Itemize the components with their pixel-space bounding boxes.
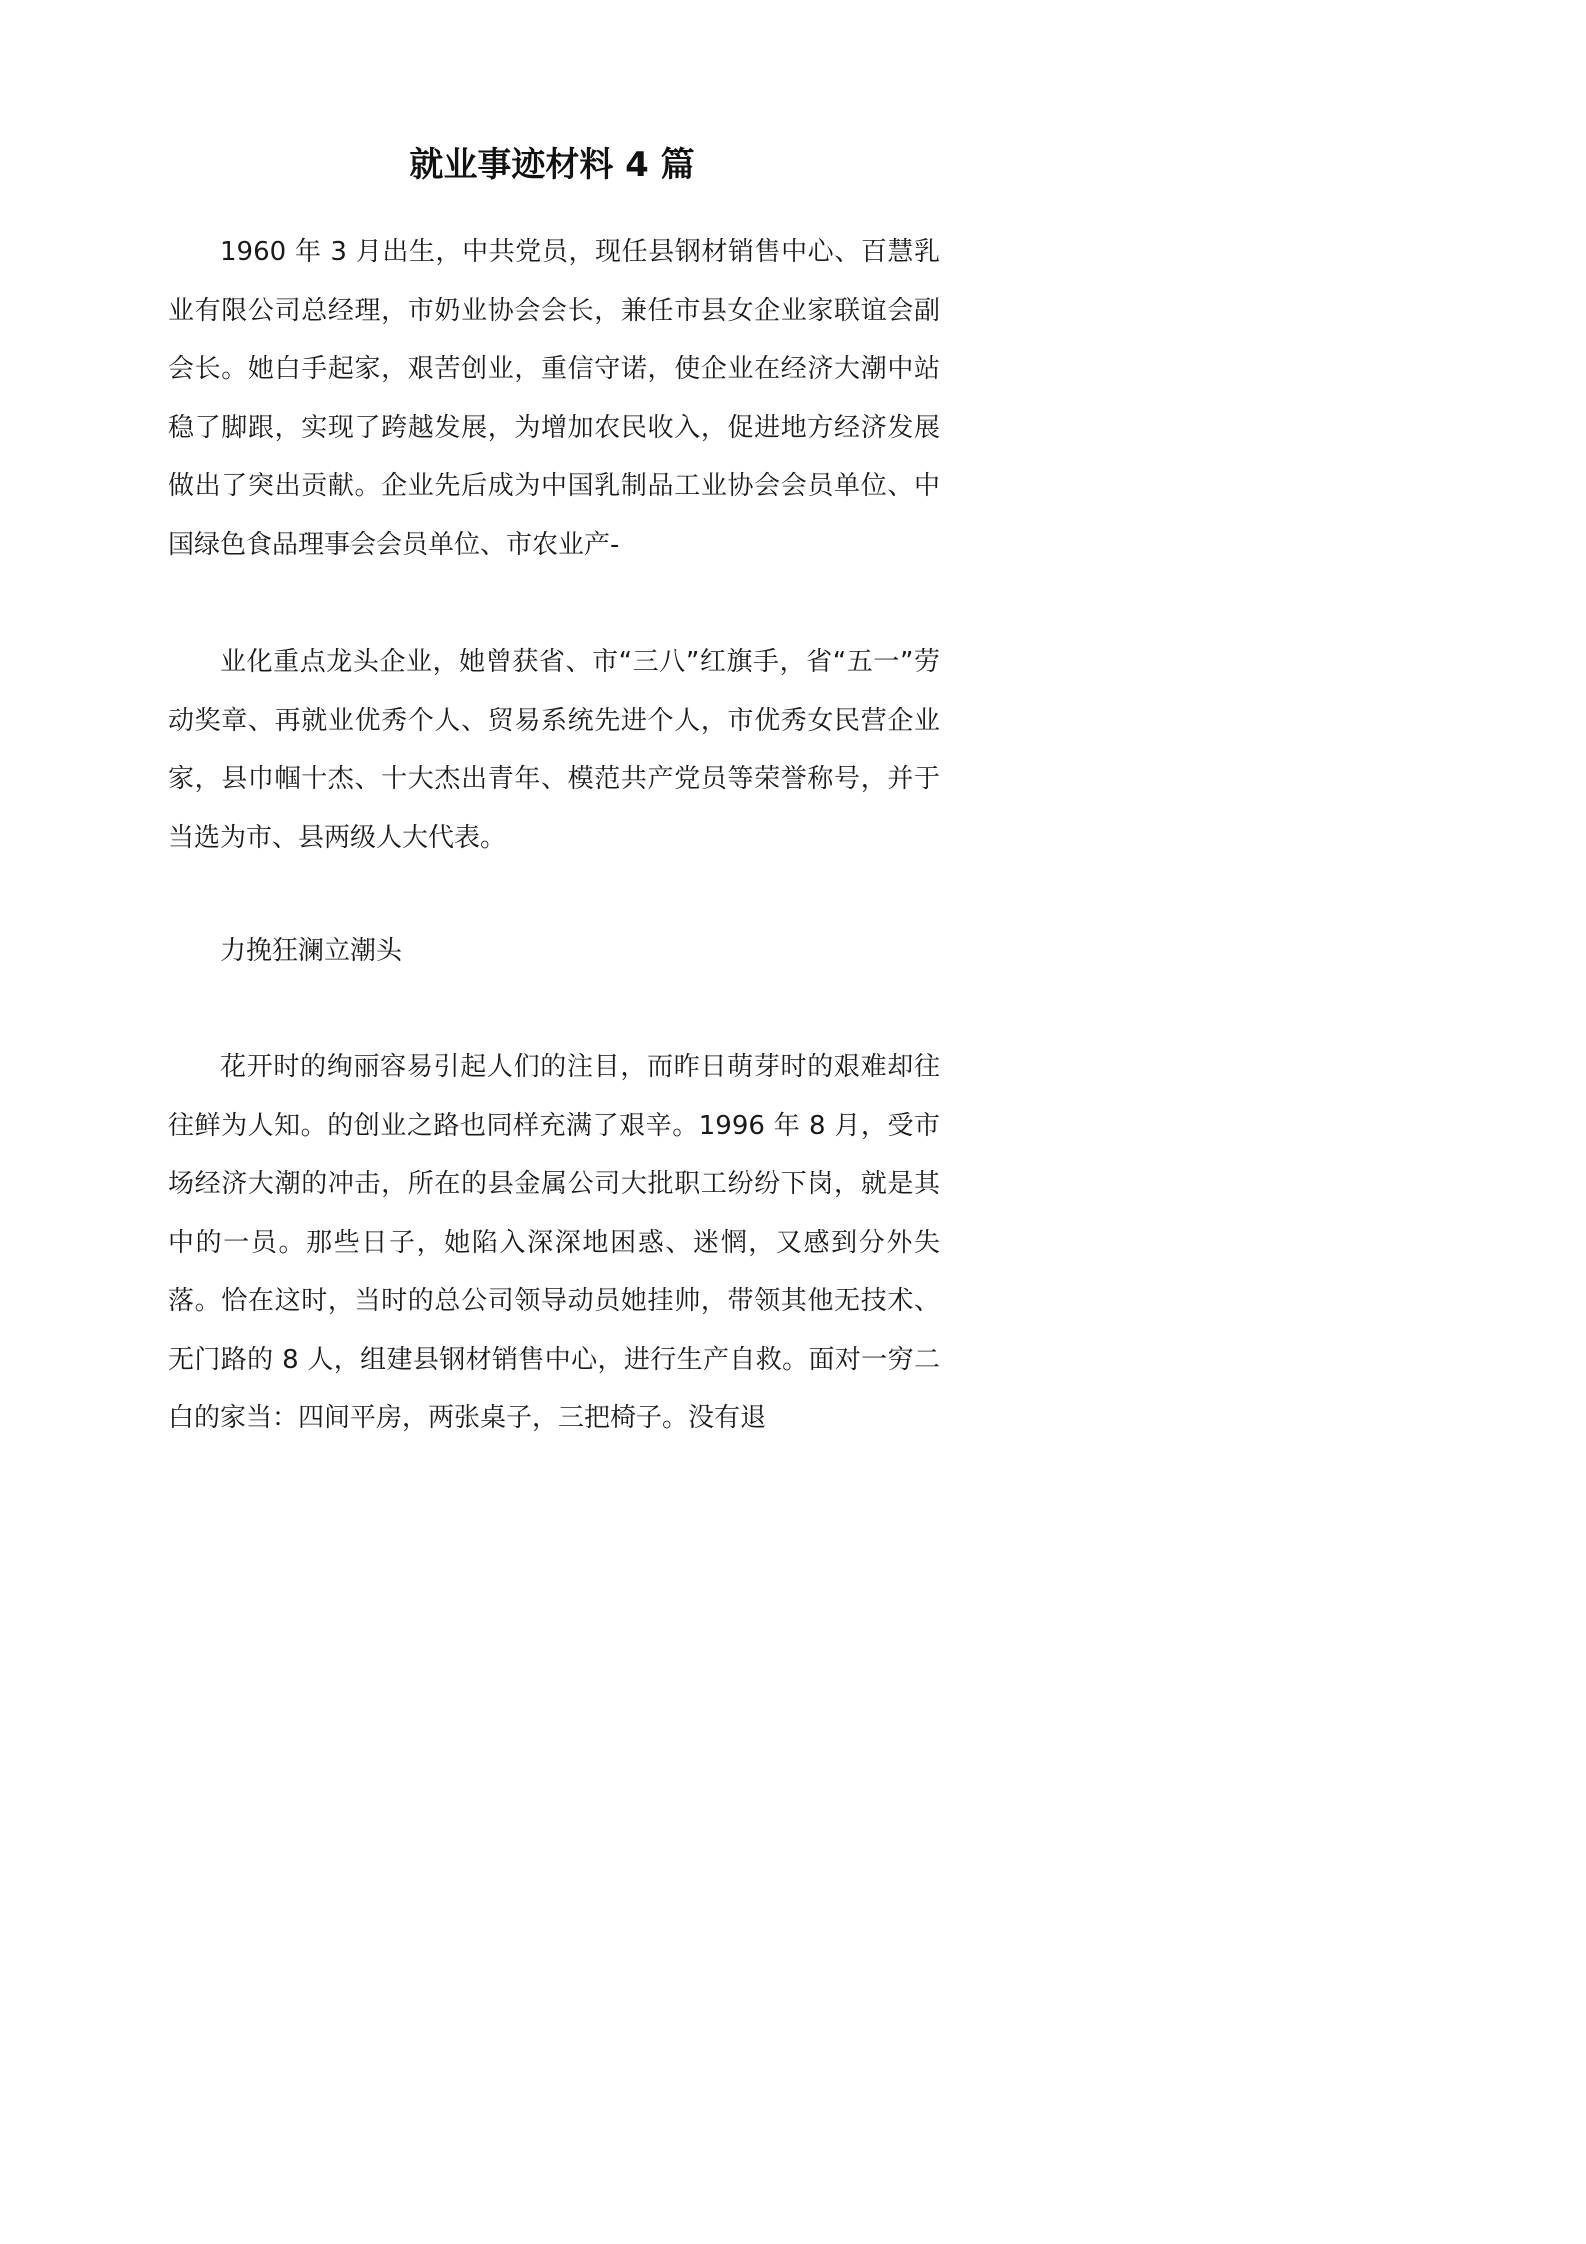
section-heading: 力挽狂澜立潮头 <box>220 936 403 966</box>
body-paragraph: 花开时的绚丽容易引起人们的注目，而昨日萌芽时的艰难却往往鲜为人知。的创业之路也同样充满了艰辛。1996 年 8 月，受市场经济大潮的冲击，所在的县金属公司大批职工纷纷下岗，就是其中的一员。那些日子，她陷入深深地困惑、迷惘，又感到分外失落。恰在这时，当时的总公司领导动员她挂帅，带领其他无技术、无门路的 8 人，组建县钢材销售中心，进行生产自救。面对一穷二白的家当：四间平房，两张桌子，三把椅子。没有退 <box>168 1052 940 1433</box>
body-paragraph: 业化重点龙头企业，她曾获省、市“三八”红旗手，省“五一”劳动奖章、再就业优秀个人、贸易系统先进个人，市优秀女民营企业家，县巾帼十杰、十大杰出青年、模范共产党员等荣誉称号，并于当选为市、县两级人大代表。 <box>168 647 940 853</box>
document-title: 就业事迹材料 4 篇 <box>409 145 695 185</box>
body-paragraph: 1960 年 3 月出生，中共党员，现任县钢材销售中心、百慧乳业有限公司总经理，市奶业协会会长，兼任市县女企业家联谊会副会长。她白手起家，艰苦创业，重信守诺，使企业在经济大潮中站稳了脚跟，实现了跨越发展，为增加农民收入，促进地方经济发展做出了突出贡献。企业先后成为中国乳制品工业协会会员单位、中国绿色食品理事会会员单位、市农业产- <box>168 237 940 560</box>
